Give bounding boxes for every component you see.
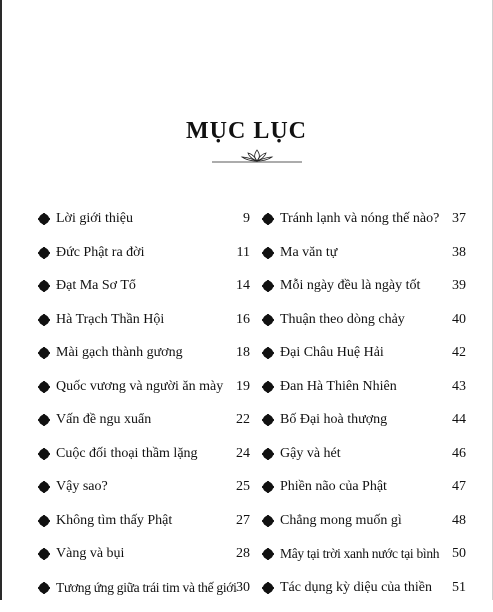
flower-bullet-icon [262, 213, 274, 225]
toc-entry-title: Vấn đề ngu xuẩn [56, 411, 151, 429]
toc-entry [262, 579, 466, 612]
toc-entry-title: Vàng và bụi [56, 545, 124, 563]
toc-entry-page-number: 19 [236, 378, 250, 396]
toc-entry [262, 277, 466, 311]
toc-entry-title: Đạt Ma Sơ Tổ [56, 277, 136, 295]
lotus-ornament-icon [212, 148, 302, 166]
toc-entry [38, 277, 250, 311]
toc-entry [38, 311, 250, 345]
flower-bullet-icon [262, 515, 274, 527]
toc-entry [38, 445, 250, 479]
toc-left-column [38, 210, 250, 612]
flower-bullet-icon [262, 582, 274, 594]
toc-entry-title: Mỗi ngày đều là ngày tốt [280, 277, 420, 295]
toc-entry-title: Đan Hà Thiên Nhiên [280, 378, 397, 396]
toc-entry-page-number: 25 [236, 478, 250, 496]
toc-entry [38, 411, 250, 445]
toc-entry-title: Gậy và hét [280, 445, 341, 463]
flower-bullet-icon [262, 414, 274, 426]
flower-bullet-icon [262, 247, 274, 259]
toc-entry-page-number: 47 [452, 478, 466, 496]
toc-entry [38, 545, 250, 579]
toc-entry-page-number: 28 [236, 545, 250, 563]
toc-entry-title: Quốc vương và người ăn mày [56, 378, 223, 396]
toc-entry [262, 512, 466, 546]
flower-bullet-icon [38, 414, 50, 426]
toc-entry-page-number: 11 [237, 244, 250, 262]
toc-entry-page-number: 27 [236, 512, 250, 530]
toc-entry-title: Hà Trạch Thần Hội [56, 311, 164, 329]
toc-entry-page-number: 18 [236, 344, 250, 362]
toc-entry [262, 344, 466, 378]
toc-entry [38, 579, 250, 612]
flower-bullet-icon [38, 381, 50, 393]
toc-entry-title: Bố Đại hoà thượng [280, 411, 387, 429]
toc-entry [262, 445, 466, 479]
toc-entry [262, 378, 466, 412]
toc-entry-page-number: 38 [452, 244, 466, 262]
flower-bullet-icon [262, 481, 274, 493]
toc-entry [38, 478, 250, 512]
toc-entry-page-number: 51 [452, 579, 466, 597]
flower-bullet-icon [262, 548, 274, 560]
flower-bullet-icon [262, 280, 274, 292]
toc-entry-title: Vậy sao? [56, 478, 108, 496]
toc-entry-page-number: 39 [452, 277, 466, 295]
toc-entry-page-number: 30 [236, 579, 250, 597]
toc-entry-page-number: 24 [236, 445, 250, 463]
toc-entry-page-number: 50 [452, 545, 466, 563]
toc-entry-page-number: 40 [452, 311, 466, 329]
toc-entry-title: Cuộc đối thoại thầm lặng [56, 445, 198, 463]
toc-right-column [262, 210, 466, 612]
toc-entry-page-number: 48 [452, 512, 466, 530]
toc-entry-page-number: 44 [452, 411, 466, 429]
toc-entry [262, 545, 466, 579]
toc-entry-page-number: 37 [452, 210, 466, 228]
toc-entry-title: Tương ứng giữa trái tim và thế giới [56, 579, 237, 597]
toc-entry-title: Tác dụng kỳ diệu của thiền [280, 579, 432, 597]
flower-bullet-icon [38, 582, 50, 594]
flower-bullet-icon [38, 347, 50, 359]
toc-entry [38, 244, 250, 278]
toc-entry-title: Chẳng mong muốn gì [280, 512, 402, 530]
flower-bullet-icon [262, 448, 274, 460]
flower-bullet-icon [38, 448, 50, 460]
flower-bullet-icon [262, 381, 274, 393]
toc-entry [38, 512, 250, 546]
toc-entry-page-number: 42 [452, 344, 466, 362]
toc-entry-page-number: 43 [452, 378, 466, 396]
toc-entry [262, 311, 466, 345]
toc-entry-title: Mài gạch thành gương [56, 344, 183, 362]
toc-entry [38, 344, 250, 378]
toc-entry-page-number: 16 [236, 311, 250, 329]
flower-bullet-icon [38, 548, 50, 560]
flower-bullet-icon [38, 314, 50, 326]
toc-entry-page-number: 46 [452, 445, 466, 463]
toc-entry-title: Phiền não của Phật [280, 478, 387, 496]
flower-bullet-icon [38, 280, 50, 292]
toc-entry-title: Mây tại trời xanh nước tại bình [280, 545, 439, 563]
toc-entry [262, 478, 466, 512]
toc-entry-page-number: 22 [236, 411, 250, 429]
toc-entry [38, 378, 250, 412]
toc-entry-title: Thuận theo dòng chảy [280, 311, 405, 329]
toc-entry-title: Lời giới thiệu [56, 210, 133, 228]
toc-entry-title: Đức Phật ra đời [56, 244, 144, 262]
flower-bullet-icon [38, 481, 50, 493]
toc-entry-title: Tránh lạnh và nóng thế nào? [280, 210, 439, 228]
toc-entry [262, 411, 466, 445]
toc-entry [262, 244, 466, 278]
toc-entry-page-number: 9 [243, 210, 250, 228]
page-title: MỤC LỤC [0, 118, 493, 145]
toc-entry [38, 210, 250, 244]
flower-bullet-icon [262, 314, 274, 326]
flower-bullet-icon [262, 347, 274, 359]
toc-entry-title: Ma văn tự [280, 244, 337, 262]
toc-entry-title: Đại Châu Huệ Hải [280, 344, 384, 362]
toc-entry-page-number: 14 [236, 277, 250, 295]
flower-bullet-icon [38, 213, 50, 225]
flower-bullet-icon [38, 515, 50, 527]
flower-bullet-icon [38, 247, 50, 259]
page-edge-left [0, 0, 2, 600]
toc-entry-title: Không tìm thấy Phật [56, 512, 172, 530]
toc-entry [262, 210, 466, 244]
